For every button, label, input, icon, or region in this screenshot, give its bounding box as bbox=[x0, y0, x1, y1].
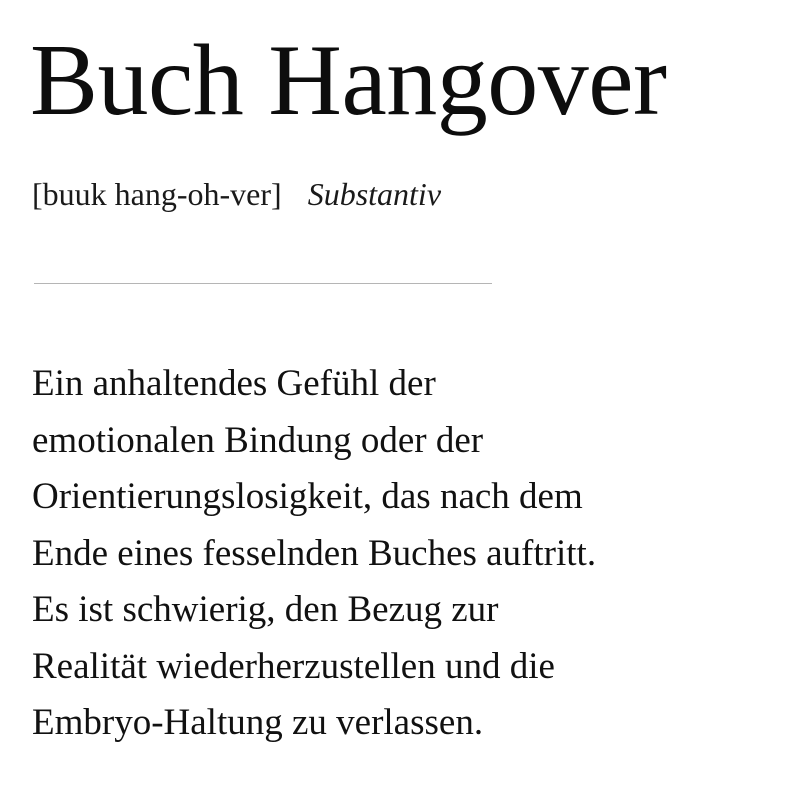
definition-line: Orientierungslosigkeit, das nach dem bbox=[32, 476, 583, 517]
entry-pronunciation: [buuk hang-oh-ver] bbox=[32, 176, 282, 212]
definition-line: Realität wiederherzustellen und die bbox=[32, 645, 555, 687]
definition-line: Es ist schwierig, den Bezug zur bbox=[32, 589, 499, 630]
definition-line: Ein anhaltendes Gefühl der bbox=[32, 363, 436, 404]
entry-term: Buch Hangover bbox=[30, 24, 667, 137]
definition-line: Ende eines fesselnden Buches auftritt. bbox=[32, 532, 597, 574]
definition-line: emotionalen Bindung oder der bbox=[32, 419, 484, 461]
entry-part-of-speech: Substantiv bbox=[307, 176, 442, 212]
divider-line bbox=[34, 283, 492, 284]
entry-definition bbox=[32, 356, 772, 752]
definition-line: Embryo-Haltung zu verlassen. bbox=[32, 702, 484, 743]
pronunciation-row bbox=[32, 172, 441, 216]
